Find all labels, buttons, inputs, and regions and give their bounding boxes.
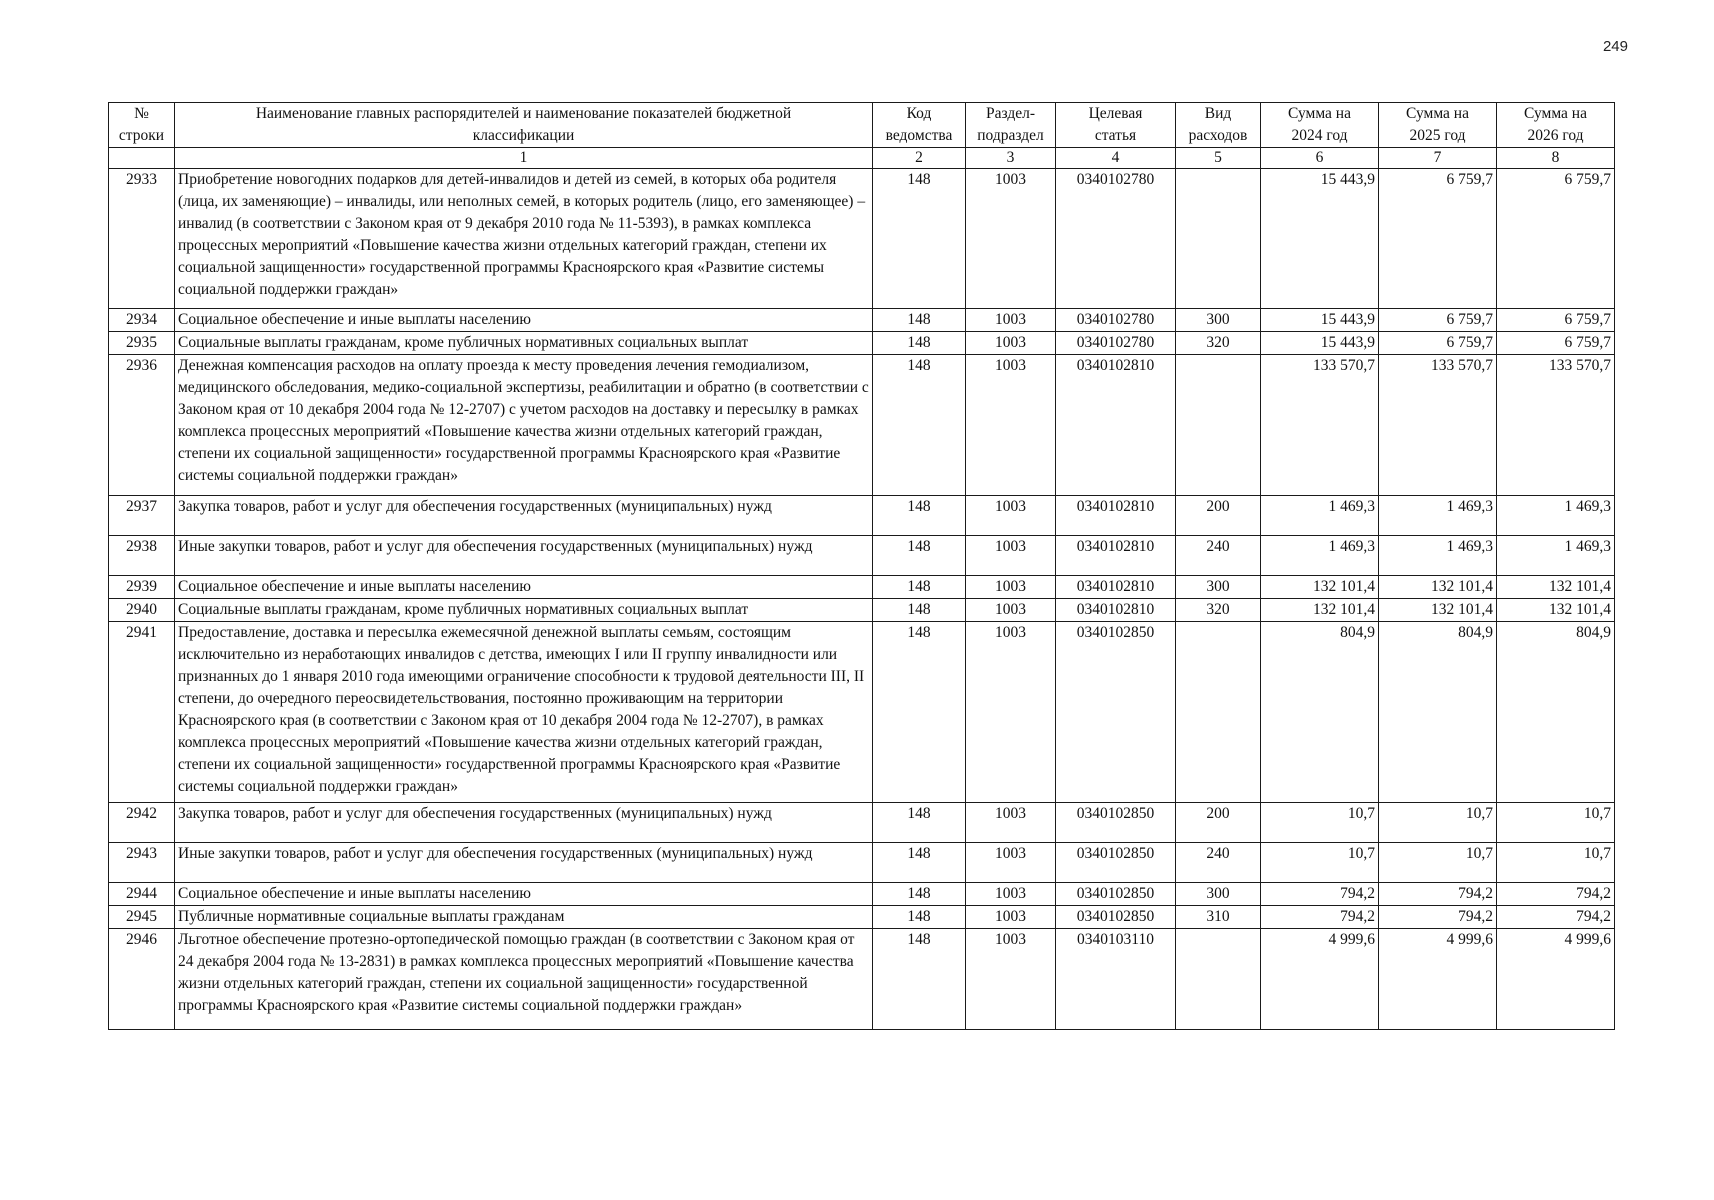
header-sum-2025: Сумма на 2025 год xyxy=(1379,103,1497,148)
row-name: Социальное обеспечение и иные выплаты населению xyxy=(175,883,873,906)
table-row xyxy=(109,929,1615,1030)
row-target: 0340102810 xyxy=(1056,496,1176,536)
table-row xyxy=(109,843,1615,883)
table-row xyxy=(109,309,1615,332)
row-target: 0340102850 xyxy=(1056,883,1176,906)
row-section: 1003 xyxy=(966,355,1056,496)
row-sum-2024: 804,9 xyxy=(1261,622,1379,803)
row-expense-type: 300 xyxy=(1176,309,1261,332)
column-index-row xyxy=(109,148,1615,169)
table-row xyxy=(109,883,1615,906)
row-sum-2025: 6 759,7 xyxy=(1379,309,1497,332)
row-expense-type: 320 xyxy=(1176,599,1261,622)
row-dept-code: 148 xyxy=(873,843,966,883)
row-number: 2939 xyxy=(109,576,175,599)
row-section: 1003 xyxy=(966,929,1056,1030)
row-target: 0340102810 xyxy=(1056,599,1176,622)
row-expense-type: 240 xyxy=(1176,536,1261,576)
row-sum-2025: 133 570,7 xyxy=(1379,355,1497,496)
row-sum-2026: 6 759,7 xyxy=(1497,169,1615,309)
table-row xyxy=(109,169,1615,309)
row-number: 2933 xyxy=(109,169,175,309)
table-row xyxy=(109,576,1615,599)
header-name: Наименование главных распорядителей и наименование показателей бюджетной классификации xyxy=(175,103,873,148)
row-sum-2024: 15 443,9 xyxy=(1261,169,1379,309)
column-index: 8 xyxy=(1497,148,1615,169)
row-name: Социальные выплаты гражданам, кроме публичных нормативных социальных выплат xyxy=(175,332,873,355)
header-row xyxy=(109,103,1615,148)
row-dept-code: 148 xyxy=(873,929,966,1030)
row-section: 1003 xyxy=(966,309,1056,332)
header-dept-code: Код ведомства xyxy=(873,103,966,148)
row-dept-code: 148 xyxy=(873,169,966,309)
row-name: Закупка товаров, работ и услуг для обеспечения государственных (муниципальных) нужд xyxy=(175,803,873,843)
row-target: 0340102850 xyxy=(1056,803,1176,843)
column-index: 3 xyxy=(966,148,1056,169)
row-dept-code: 148 xyxy=(873,355,966,496)
row-sum-2024: 4 999,6 xyxy=(1261,929,1379,1030)
row-sum-2026: 4 999,6 xyxy=(1497,929,1615,1030)
row-sum-2026: 6 759,7 xyxy=(1497,332,1615,355)
row-dept-code: 148 xyxy=(873,332,966,355)
column-index-blank xyxy=(109,148,175,169)
row-name: Приобретение новогодних подарков для детей-инвалидов и детей из семей, в которых оба родителя (лица, их заменяющие) – инвалиды, или неполных семей, в которых родитель (лицо, его заменяющее) – инвалид (в соответствии с Законом края от 9 декабря 2010 года № 11-5393), в рамках комплекса процессных мероприятий «Повышение качества жизни отдельных категорий граждан, степени их социальной защищенности» государственной программы Красноярского края «Развитие системы социальной поддержки граждан» xyxy=(175,169,873,309)
row-sum-2025: 10,7 xyxy=(1379,803,1497,843)
row-expense-type xyxy=(1176,355,1261,496)
table-row xyxy=(109,536,1615,576)
page-number: 249 xyxy=(1602,38,1628,55)
row-number: 2935 xyxy=(109,332,175,355)
row-number: 2941 xyxy=(109,622,175,803)
table-row xyxy=(109,906,1615,929)
row-target: 0340102780 xyxy=(1056,169,1176,309)
table-row xyxy=(109,332,1615,355)
row-dept-code: 148 xyxy=(873,576,966,599)
column-index: 1 xyxy=(175,148,873,169)
row-sum-2026: 1 469,3 xyxy=(1497,496,1615,536)
row-target: 0340102810 xyxy=(1056,576,1176,599)
row-section: 1003 xyxy=(966,536,1056,576)
row-sum-2025: 6 759,7 xyxy=(1379,169,1497,309)
row-name: Льготное обеспечение протезно-ортопедической помощью граждан (в соответствии с Законом края от 24 декабря 2004 года № 13-2831) в рамках комплекса процессных мероприятий «Повышение качества жизни отдельных категорий граждан, степени их социальной защищенности» государственной программы Красноярского края «Развитие системы социальной поддержки граждан» xyxy=(175,929,873,1030)
row-name: Публичные нормативные социальные выплаты гражданам xyxy=(175,906,873,929)
row-sum-2026: 10,7 xyxy=(1497,803,1615,843)
row-sum-2024: 15 443,9 xyxy=(1261,309,1379,332)
row-section: 1003 xyxy=(966,332,1056,355)
row-section: 1003 xyxy=(966,576,1056,599)
row-sum-2024: 1 469,3 xyxy=(1261,496,1379,536)
table-row xyxy=(109,496,1615,536)
row-expense-type: 300 xyxy=(1176,576,1261,599)
row-sum-2025: 804,9 xyxy=(1379,622,1497,803)
row-sum-2024: 10,7 xyxy=(1261,843,1379,883)
table-body xyxy=(109,169,1615,1030)
row-target: 0340102780 xyxy=(1056,309,1176,332)
table-row xyxy=(109,355,1615,496)
row-name: Иные закупки товаров, работ и услуг для обеспечения государственных (муниципальных) нужд xyxy=(175,536,873,576)
header-expense-type: Вид расходов xyxy=(1176,103,1261,148)
row-dept-code: 148 xyxy=(873,496,966,536)
row-number: 2936 xyxy=(109,355,175,496)
row-expense-type xyxy=(1176,622,1261,803)
row-section: 1003 xyxy=(966,599,1056,622)
row-sum-2026: 132 101,4 xyxy=(1497,599,1615,622)
row-name: Социальные выплаты гражданам, кроме публичных нормативных социальных выплат xyxy=(175,599,873,622)
row-number: 2937 xyxy=(109,496,175,536)
row-sum-2026: 1 469,3 xyxy=(1497,536,1615,576)
row-expense-type xyxy=(1176,929,1261,1030)
row-sum-2026: 132 101,4 xyxy=(1497,576,1615,599)
row-number: 2945 xyxy=(109,906,175,929)
row-target: 0340102810 xyxy=(1056,355,1176,496)
column-index: 4 xyxy=(1056,148,1176,169)
column-index: 2 xyxy=(873,148,966,169)
row-name: Иные закупки товаров, работ и услуг для обеспечения государственных (муниципальных) нужд xyxy=(175,843,873,883)
row-sum-2025: 1 469,3 xyxy=(1379,536,1497,576)
column-index: 7 xyxy=(1379,148,1497,169)
row-expense-type: 240 xyxy=(1176,843,1261,883)
row-target: 0340102810 xyxy=(1056,536,1176,576)
row-section: 1003 xyxy=(966,169,1056,309)
row-section: 1003 xyxy=(966,843,1056,883)
row-sum-2024: 132 101,4 xyxy=(1261,576,1379,599)
header-sum-2026: Сумма на 2026 год xyxy=(1497,103,1615,148)
row-dept-code: 148 xyxy=(873,622,966,803)
row-number: 2946 xyxy=(109,929,175,1030)
row-sum-2026: 6 759,7 xyxy=(1497,309,1615,332)
row-dept-code: 148 xyxy=(873,309,966,332)
row-sum-2026: 794,2 xyxy=(1497,883,1615,906)
row-sum-2026: 133 570,7 xyxy=(1497,355,1615,496)
row-expense-type: 320 xyxy=(1176,332,1261,355)
row-expense-type: 200 xyxy=(1176,496,1261,536)
row-sum-2025: 10,7 xyxy=(1379,843,1497,883)
row-dept-code: 148 xyxy=(873,803,966,843)
row-number: 2943 xyxy=(109,843,175,883)
row-target: 0340102850 xyxy=(1056,622,1176,803)
row-sum-2024: 794,2 xyxy=(1261,906,1379,929)
row-number: 2942 xyxy=(109,803,175,843)
row-sum-2026: 10,7 xyxy=(1497,843,1615,883)
budget-table xyxy=(108,102,1615,1030)
row-section: 1003 xyxy=(966,803,1056,843)
row-sum-2025: 1 469,3 xyxy=(1379,496,1497,536)
row-section: 1003 xyxy=(966,496,1056,536)
row-name: Предоставление, доставка и пересылка ежемесячной денежной выплаты семьям, состоящим исключительно из неработающих инвалидов с детства, имеющих I или II группу инвалидности или признанных до 1 января 2010 года имеющими ограничение способности к трудовой деятельности III, II степени, до очередного переосвидетельствования, постоянно проживающим на территории Красноярского края (в соответствии с Законом края от 10 декабря 2004 года № 12-2707), в рамках комплекса процессных мероприятий «Повышение качества жизни отдельных категорий граждан, степени их социальной защищенности» государственной программы Красноярского края «Развитие системы социальной поддержки граждан» xyxy=(175,622,873,803)
header-section: Раздел- подраздел xyxy=(966,103,1056,148)
row-sum-2024: 1 469,3 xyxy=(1261,536,1379,576)
row-dept-code: 148 xyxy=(873,599,966,622)
row-sum-2025: 132 101,4 xyxy=(1379,599,1497,622)
row-number: 2938 xyxy=(109,536,175,576)
row-expense-type: 300 xyxy=(1176,883,1261,906)
row-sum-2024: 794,2 xyxy=(1261,883,1379,906)
row-sum-2026: 804,9 xyxy=(1497,622,1615,803)
column-index: 6 xyxy=(1261,148,1379,169)
header-sum-2024: Сумма на 2024 год xyxy=(1261,103,1379,148)
row-sum-2024: 132 101,4 xyxy=(1261,599,1379,622)
row-dept-code: 148 xyxy=(873,883,966,906)
table-row xyxy=(109,622,1615,803)
row-sum-2025: 794,2 xyxy=(1379,906,1497,929)
table-row xyxy=(109,803,1615,843)
row-expense-type xyxy=(1176,169,1261,309)
row-sum-2024: 133 570,7 xyxy=(1261,355,1379,496)
row-number: 2940 xyxy=(109,599,175,622)
row-section: 1003 xyxy=(966,906,1056,929)
row-section: 1003 xyxy=(966,622,1056,803)
row-sum-2024: 15 443,9 xyxy=(1261,332,1379,355)
row-sum-2024: 10,7 xyxy=(1261,803,1379,843)
header-target: Целевая статья xyxy=(1056,103,1176,148)
row-name: Социальное обеспечение и иные выплаты населению xyxy=(175,309,873,332)
header-row-number: № строки xyxy=(109,103,175,148)
row-name: Денежная компенсация расходов на оплату проезда к месту проведения лечения гемодиализом, медицинского обследования, медико-социальной экспертизы, реабилитации и обратно (в соответствии с Законом края от 10 декабря 2004 года № 12-2707) с учетом расходов на доставку и пересылку в рамках комплекса процессных мероприятий «Повышение качества жизни отдельных категорий граждан, степени их социальной защищенности» государственной программы Красноярского края «Развитие системы социальной поддержки граждан» xyxy=(175,355,873,496)
row-section: 1003 xyxy=(966,883,1056,906)
row-target: 0340103110 xyxy=(1056,929,1176,1030)
row-name: Закупка товаров, работ и услуг для обеспечения государственных (муниципальных) нужд xyxy=(175,496,873,536)
row-expense-type: 310 xyxy=(1176,906,1261,929)
row-sum-2025: 4 999,6 xyxy=(1379,929,1497,1030)
row-sum-2025: 794,2 xyxy=(1379,883,1497,906)
column-index: 5 xyxy=(1176,148,1261,169)
row-sum-2025: 132 101,4 xyxy=(1379,576,1497,599)
row-number: 2944 xyxy=(109,883,175,906)
row-number: 2934 xyxy=(109,309,175,332)
row-sum-2025: 6 759,7 xyxy=(1379,332,1497,355)
row-target: 0340102780 xyxy=(1056,332,1176,355)
row-name: Социальное обеспечение и иные выплаты населению xyxy=(175,576,873,599)
row-target: 0340102850 xyxy=(1056,906,1176,929)
table-row xyxy=(109,599,1615,622)
row-dept-code: 148 xyxy=(873,536,966,576)
row-expense-type: 200 xyxy=(1176,803,1261,843)
row-target: 0340102850 xyxy=(1056,843,1176,883)
row-sum-2026: 794,2 xyxy=(1497,906,1615,929)
row-dept-code: 148 xyxy=(873,906,966,929)
